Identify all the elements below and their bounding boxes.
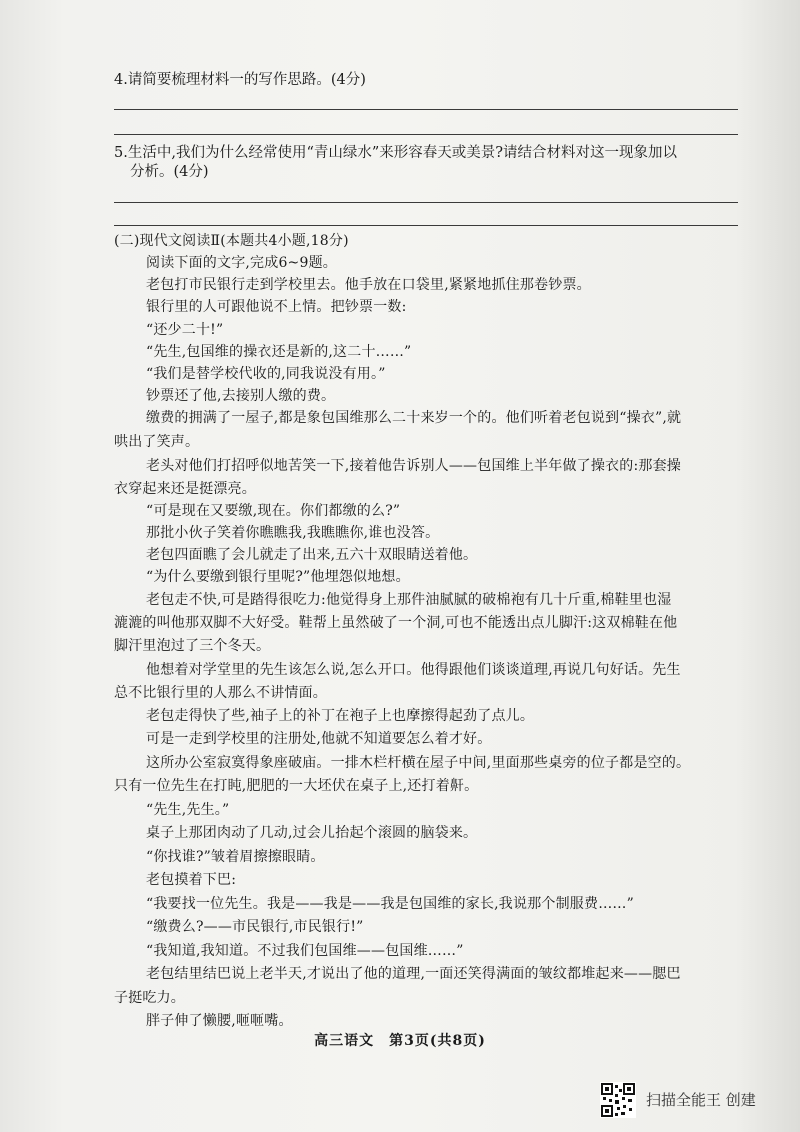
passage-line: 衣穿起来还是挺漂亮。 bbox=[114, 481, 256, 497]
passage-line: “先生,先生。” bbox=[146, 802, 230, 818]
qr-code-icon bbox=[600, 1082, 636, 1118]
passage-line: 总不比银行里的人那么不讲情面。 bbox=[114, 685, 327, 701]
passage-line: 桌子上那团肉动了几动,过会儿抬起个滚圆的脑袋来。 bbox=[146, 825, 478, 841]
passage-line: 脚汗里泡过了三个冬天。 bbox=[114, 638, 271, 654]
passage-line: “缴费么?——市民银行,市民银行!” bbox=[146, 919, 364, 935]
passage-line: 老头对他们打招呼似地苦笑一下,接着他告诉别人——包国维上半年做了操衣的:那套操 bbox=[146, 458, 681, 474]
answer-line bbox=[114, 109, 738, 110]
passage-line: 漉漉的叫他那双脚不大好受。鞋帮上虽然破了一个洞,可也不能透出点儿脚汗:这双棉鞋在他 bbox=[114, 615, 678, 631]
passage-line: “还少二十!” bbox=[146, 322, 224, 338]
passage-line: “我要找一位先生。我是——我是——我是包国维的家长,我说那个制服费……” bbox=[146, 896, 634, 912]
answer-line bbox=[114, 225, 738, 226]
passage-line: 老包打市民银行走到学校里去。他手放在口袋里,紧紧地抓住那卷钞票。 bbox=[146, 277, 591, 293]
section-title: (二)现代文阅读Ⅱ(本题共4小题,18分) bbox=[114, 233, 349, 249]
passage-line: “你找谁?”皱着眉擦擦眼睛。 bbox=[146, 849, 325, 865]
page-footer: 高三语文 第3页(共8页) bbox=[314, 1033, 486, 1049]
passage-line: 缴费的拥满了一屋子,都是象包国维那么二十来岁一个的。他们听着老包说到“操衣”,就 bbox=[146, 410, 682, 426]
passage-line: “我知道,我知道。不过我们包国维——包国维……” bbox=[146, 943, 464, 959]
passage-line: 哄出了笑声。 bbox=[114, 434, 200, 450]
passage-line: 老包四面瞧了会儿就走了出来,五六十双眼睛送着他。 bbox=[146, 547, 478, 563]
passage-line: 老包摸着下巴: bbox=[146, 872, 237, 888]
question-5: 5.生活中,我们为什么经常使用“青山绿水”来形容春天或美景?请结合材料对这一现象加以 bbox=[114, 145, 678, 161]
passage-line: 老包结里结巴说上老半天,才说出了他的道理,一面还笑得满面的皱纹都堆起来——腮巴 bbox=[146, 966, 681, 982]
passage-line: 老包走得快了些,袖子上的补丁在袍子上也摩擦得起劲了点儿。 bbox=[146, 708, 535, 724]
passage-line: 钞票还了他,去接别人缴的费。 bbox=[146, 388, 336, 404]
passage-line: 这所办公室寂寞得象座破庙。一排木栏杆横在屋子中间,里面那些桌旁的位子都是空的。 bbox=[146, 755, 691, 771]
question-4: 4.请简要梳理材料一的写作思路。(4分) bbox=[114, 72, 366, 88]
passage-line: “我们是替学校代收的,同我说没有用。” bbox=[146, 366, 386, 382]
section-instruction: 阅读下面的文字,完成6~9题。 bbox=[146, 255, 337, 271]
passage-line: “为什么要缴到银行里呢?”他埋怨似地想。 bbox=[146, 569, 410, 585]
passage-line: 只有一位先生在打盹,肥肥的一大坯伏在桌子上,还打着鼾。 bbox=[114, 778, 479, 794]
question-5-cont: 分析。(4分) bbox=[130, 164, 209, 180]
passage-line: 那批小伙子笑着你瞧瞧我,我瞧瞧你,谁也没答。 bbox=[146, 525, 440, 541]
passage-line: 子挺吃力。 bbox=[114, 990, 185, 1006]
scanner-watermark: 扫描全能王 创建 bbox=[646, 1091, 756, 1109]
answer-line bbox=[114, 134, 738, 135]
passage-line: 他想着对学堂里的先生该怎么说,怎么开口。他得跟他们谈谈道理,再说几句好话。先生 bbox=[146, 662, 681, 678]
passage-line: 胖子伸了懒腰,咂咂嘴。 bbox=[146, 1013, 293, 1029]
passage-line: 可是一走到学校里的注册处,他就不知道要怎么着才好。 bbox=[146, 731, 492, 747]
passage-line: “可是现在又要缴,现在。你们都缴的么?” bbox=[146, 503, 401, 519]
passage-line: “先生,包国维的操衣还是新的,这二十……” bbox=[146, 344, 412, 360]
passage-line: 银行里的人可跟他说不上情。把钞票一数: bbox=[146, 299, 407, 315]
answer-line bbox=[114, 202, 738, 203]
passage-line: 老包走不快,可是踏得很吃力:他觉得身上那件油腻腻的破棉袍有几十斤重,棉鞋里也湿 bbox=[146, 592, 672, 608]
